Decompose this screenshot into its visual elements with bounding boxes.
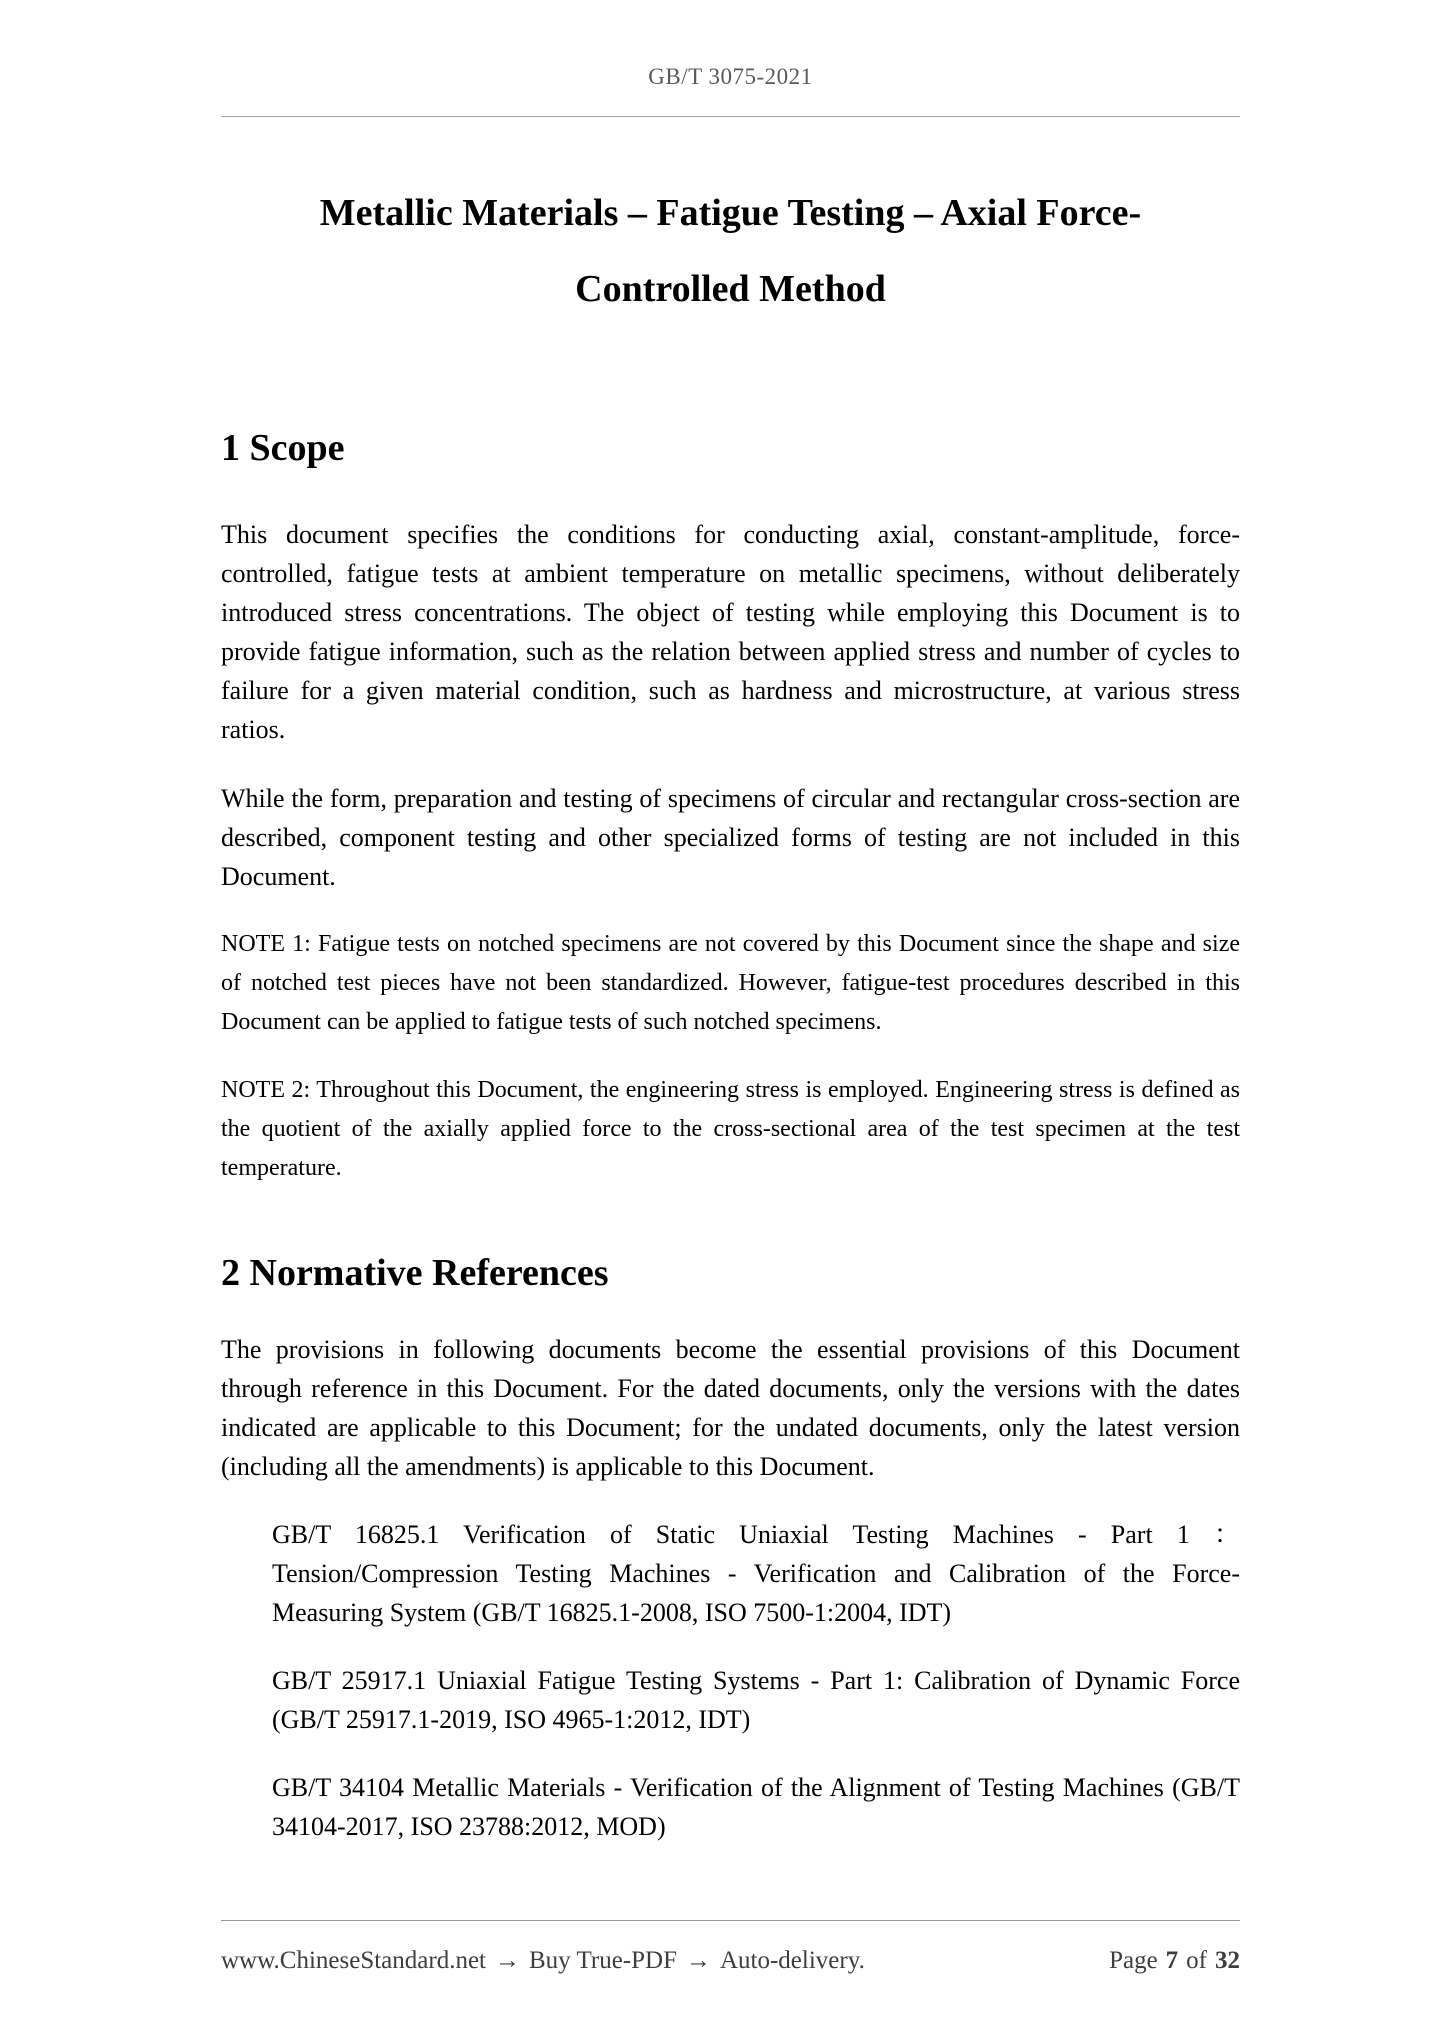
footer-of-label: of <box>1186 1947 1207 1974</box>
footer-website-link[interactable]: www.ChineseStandard.net <box>221 1947 486 1974</box>
document-content <box>221 0 1240 1846</box>
reference-item-3: GB/T 34104 Metallic Materials - Verification of the Alignment of Testing Machines (GB/T 34104-2017, ISO 23788:2012, MOD) <box>272 1773 1240 1841</box>
document-title-line-1: Metallic Materials – Fatigue Testing – Axial Force- <box>319 192 1142 234</box>
section-heading-normative-references: 2 Normative References <box>221 1252 609 1294</box>
footer-left <box>221 1947 865 1975</box>
section-heading-scope: 1 Scope <box>221 427 345 469</box>
header-divider <box>221 116 1240 117</box>
document-header-code: GB/T 3075-2021 <box>648 64 813 89</box>
arrow-icon: → <box>685 1947 711 1974</box>
scope-note-1: NOTE 1: Fatigue tests on notched specimens are not covered by this Document since the shape and size of notched test pieces have not been standardized. However, fatigue-test procedures described in this Document can be applied to fatigue tests of such notched specimens. <box>221 931 1240 1035</box>
footer-page-total: 32 <box>1215 1947 1240 1974</box>
page-footer <box>221 1920 1240 1975</box>
references-intro: The provisions in following documents become the essential provisions of this Document through reference in this Document. For the dated documents, only the versions with the dates indicated are applicable to this Document; for the undated documents, only the latest version (including all the amendments) is applicable to this Document. <box>221 1335 1240 1481</box>
scope-paragraph-2: While the form, preparation and testing of specimens of circular and rectangular cross-section are described, component testing and other specialized forms of testing are not included in this Document. <box>221 784 1240 891</box>
footer-page-label: Page <box>1109 1947 1158 1974</box>
reference-item-2: GB/T 25917.1 Uniaxial Fatigue Testing Systems - Part 1: Calibration of Dynamic Force (GB/T 25917.1-2019, ISO 4965-1:2012, IDT) <box>272 1666 1240 1734</box>
footer-page-indicator <box>1109 1947 1240 1975</box>
reference-item-1: GB/T 16825.1 Verification of Static Uniaxial Testing Machines - Part 1 ：Tension/Compression Testing Machines - Verification and Calibration of the Force-Measuring System (GB/T 16825.1-2008, ISO 7500-1:2004, IDT) <box>272 1520 1240 1627</box>
scope-paragraph-1: This document specifies the conditions for conducting axial, constant-amplitude, force-controlled, fatigue tests at ambient temperature on metallic specimens, without deliberately introduced stress concentrations. The object of testing while employing this Document is to provide fatigue information, such as the relation between applied stress and number of cycles to failure for a given material condition, such as hardness and microstructure, at various stress ratios. <box>221 520 1240 744</box>
footer-auto-delivery-label: Auto-delivery. <box>719 1947 865 1974</box>
footer-page-current: 7 <box>1165 1947 1179 1974</box>
scope-note-2: NOTE 2: Throughout this Document, the engineering stress is employed. Engineering stress is defined as the quotient of the axially applied force to the cross-sectional area of the test specimen at the test temperature. <box>221 1077 1240 1181</box>
arrow-icon: → <box>495 1947 520 1974</box>
document-title <box>221 175 1240 327</box>
document-title-line-2: Controlled Method <box>575 268 886 310</box>
footer-buy-true-pdf-label: Buy True-PDF <box>529 1947 677 1974</box>
